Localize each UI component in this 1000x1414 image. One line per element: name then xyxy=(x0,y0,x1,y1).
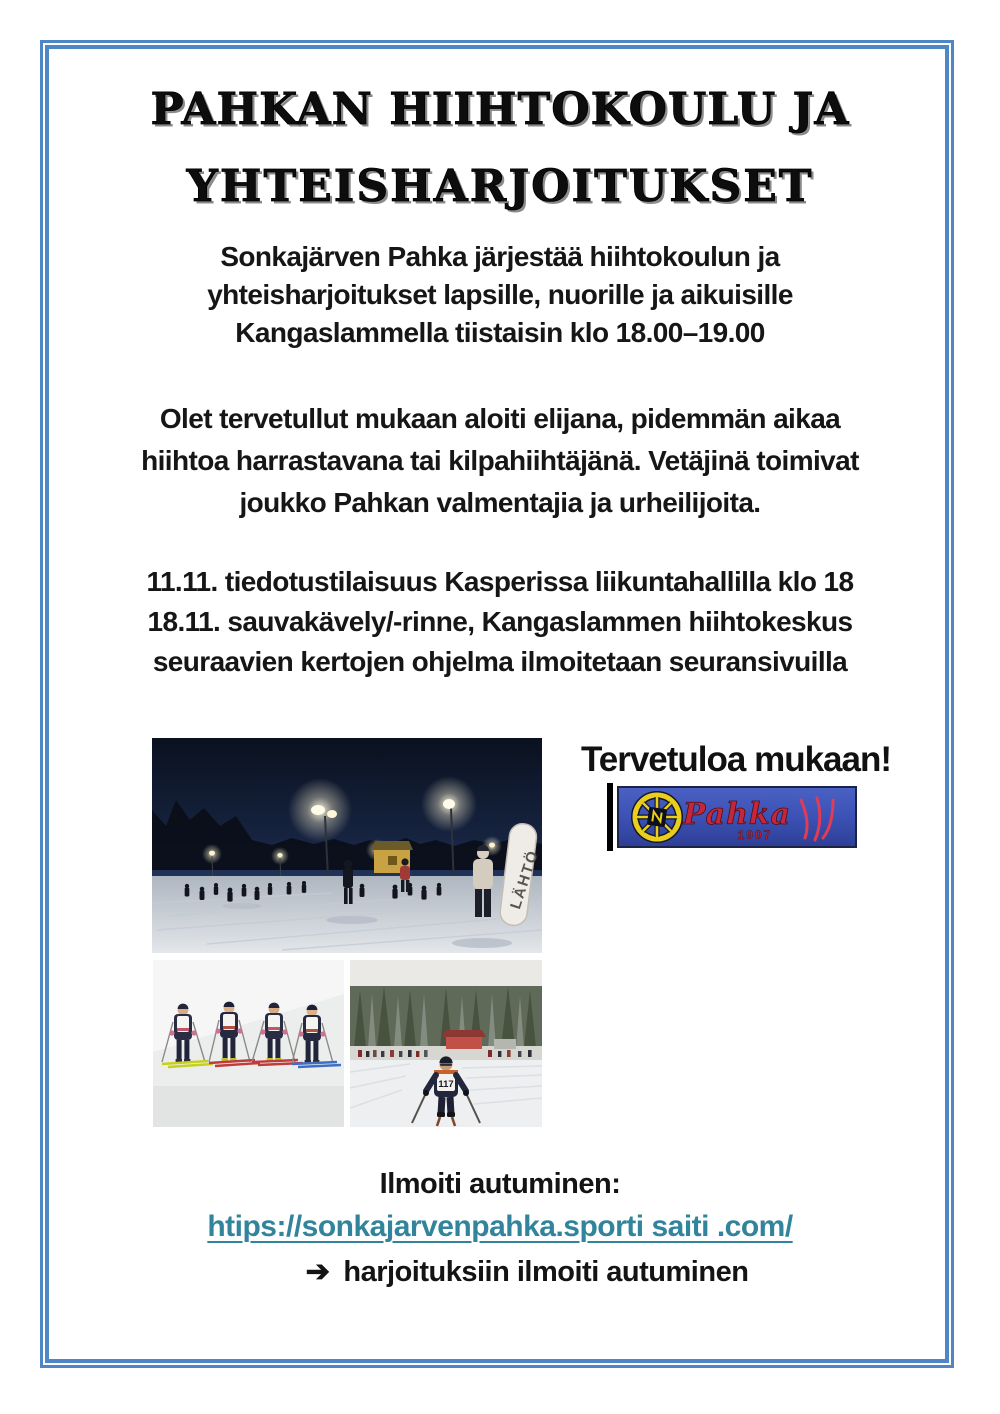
logo-year: 1907 xyxy=(737,828,773,842)
schedule-line: 11.11. tiedotustilaisuus Kasperissa liikuntahallilla klo 18 xyxy=(146,566,854,597)
intro-line: Kangaslammella tiistaisin klo 18.00–19.00 xyxy=(235,317,765,348)
intro-line: Sonkajärven Pahka järjestää hiihtokoulun ja xyxy=(220,241,780,272)
signup-heading: Ilmoiti autuminen: xyxy=(379,1168,621,1200)
racer-photo-art xyxy=(350,960,542,1127)
signup-link[interactable]: htips://sonkajarvenpahka.sporti saiti .com/ xyxy=(207,1210,793,1243)
welcome-paragraph xyxy=(70,398,930,524)
schedule-paragraph xyxy=(70,562,930,682)
logo-flame-icon xyxy=(801,798,833,840)
arrow-right-icon: ➔ xyxy=(305,1256,330,1288)
schedule-line: 18.11. sauvakävely/-rinne, Kangaslammen hiihtokeskus xyxy=(147,606,853,637)
schedule-line: seuraavien kertojen ohjelma ilmoitetaan seuransivuilla xyxy=(152,646,848,677)
kids-photo-art xyxy=(153,960,344,1127)
logo-club-name: Pahka xyxy=(682,797,792,832)
logo-left-bar xyxy=(607,783,613,851)
welcome-line: hiihtoa harrastavana tai kilpahiihtäjänä. Vetäjinä toimivat xyxy=(141,445,859,476)
intro-paragraph xyxy=(70,238,930,352)
intro-line: yhteisharjoitukset lapsille, nuorille ja aikuisille xyxy=(207,279,793,310)
logo-banner xyxy=(617,786,857,848)
club-logo xyxy=(607,783,857,851)
lahto-banner-text: LÄHTÖ xyxy=(507,847,542,912)
signup-note xyxy=(27,1254,1000,1289)
logo-art xyxy=(619,788,855,846)
flyer-title-line-2: YHTEISHARJOITUKSET xyxy=(186,161,814,212)
signup-note-text: harjoituksiin ilmoiti autuminen xyxy=(343,1256,749,1288)
racer-photo xyxy=(350,960,542,1127)
flyer-title-line-1: PAHKAN HIIHTOKOULU JA xyxy=(150,84,850,135)
welcome-line: joukko Pahkan valmentajia ja urheilijoita. xyxy=(239,487,761,518)
night-skiing-photo xyxy=(152,738,542,953)
logo-wheel-icon xyxy=(633,793,681,841)
night-skiing-photo-art xyxy=(152,738,542,953)
welcome-heading: Tervetuloa mukaan! xyxy=(580,740,892,779)
signup-link-line xyxy=(0,1210,1000,1244)
welcome-line: Olet tervetullut mukaan aloiti elijana, pidemmän aikaa xyxy=(159,403,841,434)
racer-bib-number: 117 xyxy=(438,1079,454,1090)
kids-photo xyxy=(153,960,344,1127)
